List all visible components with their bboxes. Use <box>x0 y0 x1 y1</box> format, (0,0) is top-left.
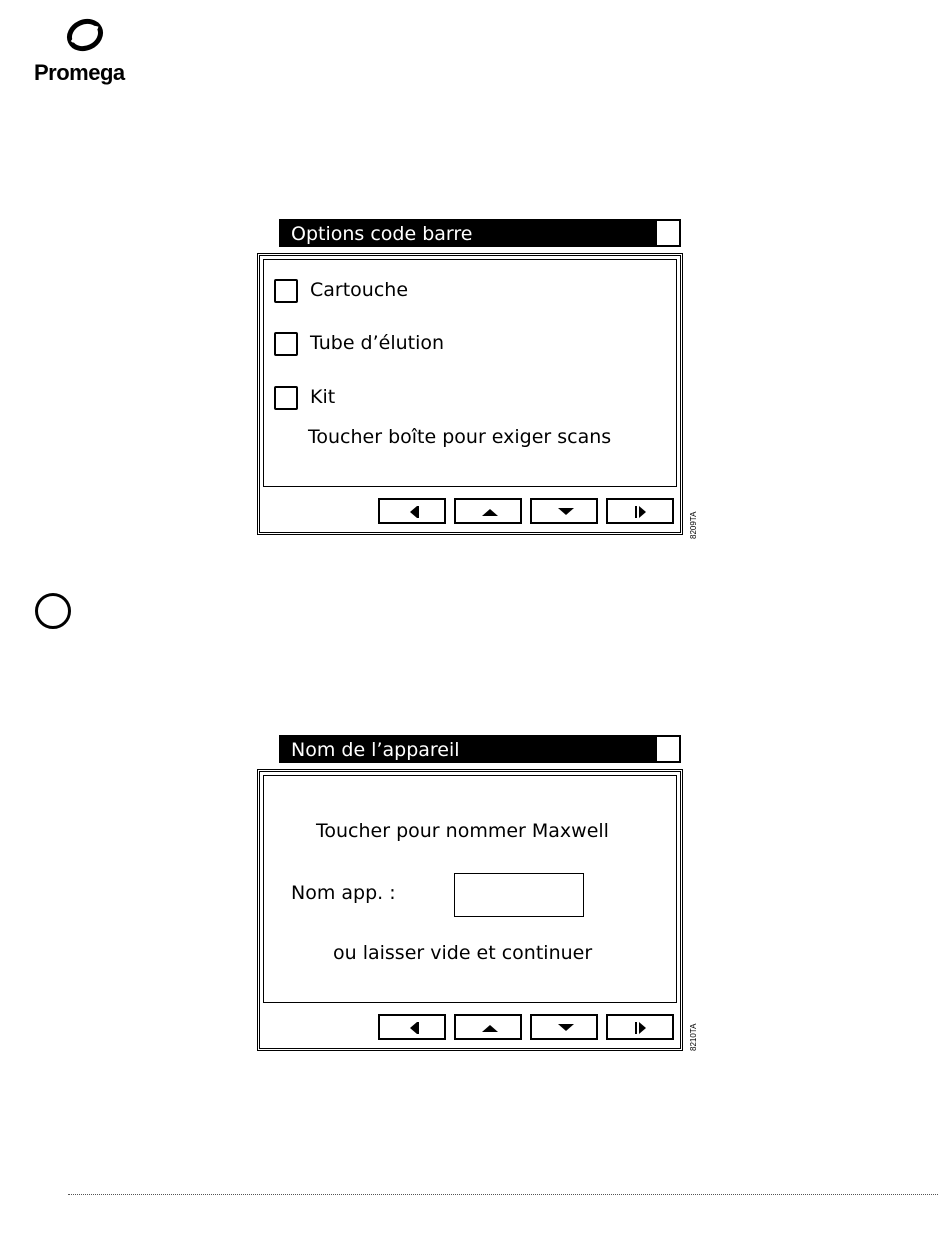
scan-hint: Toucher boîte pour exiger scans <box>308 426 612 448</box>
elution-tube-label: Tube d’élution <box>310 332 445 354</box>
figure-id: 8210TA <box>689 1023 698 1051</box>
name-instruction: Toucher pour nommer Maxwell <box>316 820 609 842</box>
kit-label: Kit <box>310 386 336 408</box>
screen-frame <box>257 253 683 535</box>
up-arrow-icon <box>480 1020 500 1036</box>
screen-frame <box>257 769 683 1051</box>
screen-title-bar <box>279 735 681 763</box>
down-button[interactable] <box>530 1014 598 1040</box>
left-arrow-icon <box>404 1020 424 1036</box>
brand-name: Promega <box>34 60 125 85</box>
back-button[interactable] <box>378 498 446 524</box>
name-panel <box>263 775 677 1003</box>
screen-title-bar <box>279 219 681 247</box>
up-arrow-icon <box>480 504 500 520</box>
elution-tube-checkbox[interactable] <box>274 332 298 356</box>
nav-bar <box>378 498 674 524</box>
screen-title: Nom de l’appareil <box>291 739 460 761</box>
up-button[interactable] <box>454 1014 522 1040</box>
next-button[interactable] <box>606 498 674 524</box>
kit-checkbox[interactable] <box>274 386 298 410</box>
next-arrow-icon <box>632 504 652 520</box>
down-arrow-icon <box>556 504 576 520</box>
title-corner-box <box>655 221 679 245</box>
left-arrow-icon <box>404 504 424 520</box>
promega-mark-icon <box>66 18 104 52</box>
device-name-input[interactable] <box>454 873 584 917</box>
footer-divider <box>68 1194 938 1195</box>
down-button[interactable] <box>530 498 598 524</box>
promega-logo <box>34 18 154 88</box>
options-panel <box>263 259 677 487</box>
next-arrow-icon <box>632 1020 652 1036</box>
name-label: Nom app. : <box>291 882 396 904</box>
back-button[interactable] <box>378 1014 446 1040</box>
cartridge-label: Cartouche <box>310 279 409 301</box>
down-arrow-icon <box>556 1020 576 1036</box>
screen-title: Options code barre <box>291 223 473 245</box>
nav-bar <box>378 1014 674 1040</box>
title-corner-box <box>655 737 679 761</box>
name-hint: ou laisser vide et continuer <box>333 942 593 964</box>
step-circle <box>35 593 71 629</box>
cartridge-checkbox[interactable] <box>274 279 298 303</box>
next-button[interactable] <box>606 1014 674 1040</box>
figure-id: 8209TA <box>689 511 698 539</box>
up-button[interactable] <box>454 498 522 524</box>
